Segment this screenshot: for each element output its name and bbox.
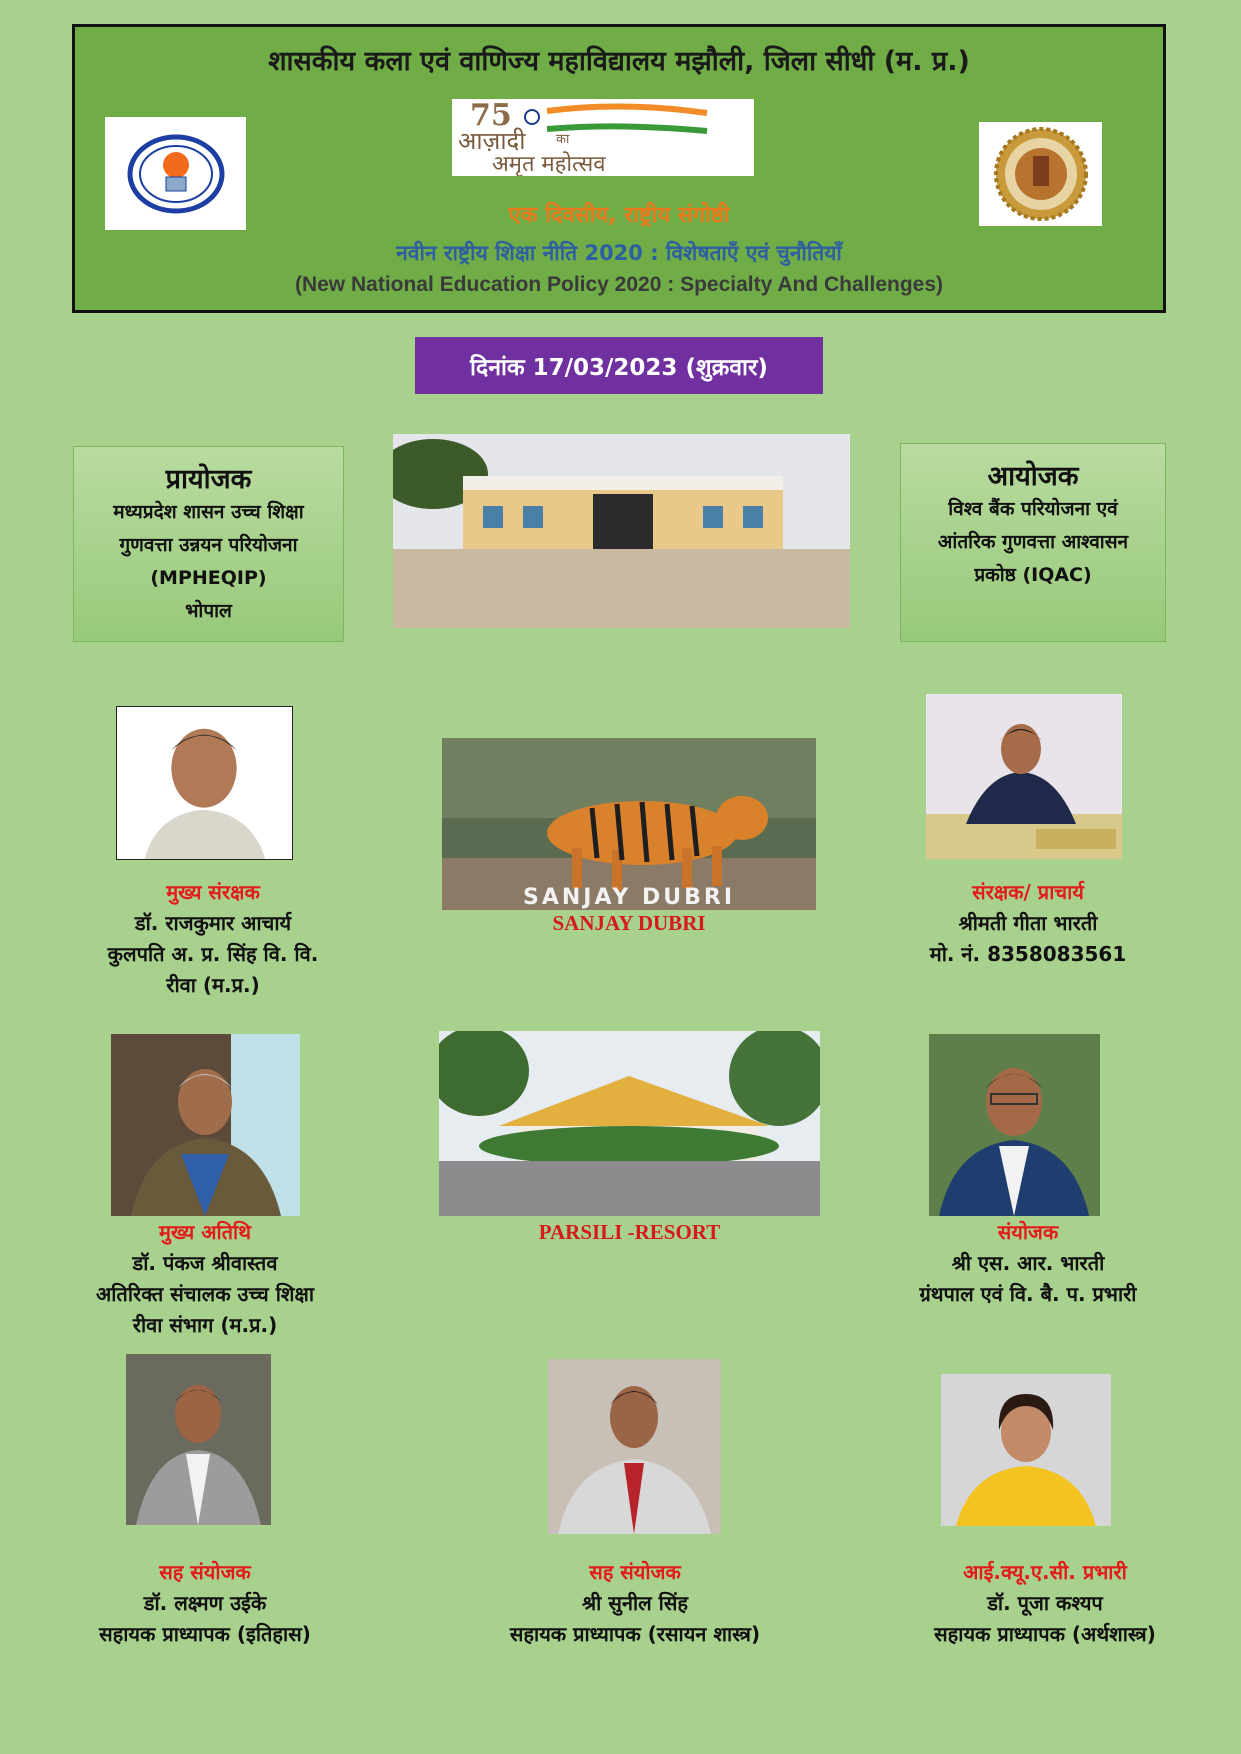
co-convenor-1-caption xyxy=(60,1557,350,1650)
person-designation: रीवा संभाग (म.प्र.) xyxy=(132,1313,278,1337)
tiger-photo-overlay-text: SANJAY DUBRI xyxy=(523,885,735,910)
person-name: डॉ. पंकज श्रीवास्तव xyxy=(132,1251,278,1275)
person-designation: रीवा (म.प्र.) xyxy=(166,973,260,997)
person-role: सह संयोजक xyxy=(589,1560,681,1584)
sponsor-line: (MPHEQIP) xyxy=(150,567,267,589)
chief-guest-photo xyxy=(111,1034,300,1216)
organiser-line: आंतरिक गुणवत्ता आश्वासन xyxy=(937,531,1129,553)
person-designation: सहायक प्राध्यापक (अर्थशास्त्र) xyxy=(934,1622,1156,1646)
person-name: श्री सुनील सिंह xyxy=(582,1591,688,1615)
svg-text:आज़ादी: आज़ादी xyxy=(458,127,526,155)
person-name: श्रीमती गीता भारती xyxy=(958,911,1098,935)
sanjay-dubri-tiger-photo xyxy=(442,738,816,910)
patron-principal-photo xyxy=(926,694,1122,859)
college-building-photo xyxy=(393,434,850,628)
svg-text:का: का xyxy=(556,132,570,147)
seminar-theme-hindi: नवीन राष्ट्रीय शिक्षा नीति 2020 : विशेषताएँ एवं चुनौतियाँ xyxy=(396,241,842,265)
seminar-type: एक दिवसीय, राष्ट्रीय संगोष्ठी xyxy=(508,203,730,228)
chief-patron-photo xyxy=(116,706,293,860)
sponsor-line: मध्यप्रदेश शासन उच्च शिक्षा xyxy=(113,501,304,523)
person-contact: मो. नं. 8358083561 xyxy=(929,942,1127,966)
person-designation: सहायक प्राध्यापक (इतिहास) xyxy=(99,1622,311,1646)
organiser-box xyxy=(900,443,1166,642)
person-name: डॉ. लक्ष्मण उईके xyxy=(143,1591,267,1615)
seminar-theme-english: (New National Education Policy 2020 : Specialty And Challenges) xyxy=(294,273,944,296)
resort-caption: PARSILI -RESORT xyxy=(538,1220,721,1244)
iqac-incharge-caption xyxy=(880,1557,1210,1650)
organiser-line: विश्व बैंक परियोजना एवं xyxy=(948,498,1118,520)
sponsor-heading: प्रायोजक xyxy=(165,464,252,495)
azadi-ka-amrit-mahotsav-logo xyxy=(452,99,754,176)
person-role: सह संयोजक xyxy=(159,1560,251,1584)
organiser-heading: आयोजक xyxy=(987,461,1079,492)
sponsor-box xyxy=(73,446,344,642)
person-name: श्री एस. आर. भारती xyxy=(951,1251,1105,1275)
convenor-photo xyxy=(929,1034,1100,1216)
organiser-line: प्रकोष्ठ (IQAC) xyxy=(974,564,1092,586)
tiger-caption: SANJAY DUBRI xyxy=(552,911,706,935)
chief-patron-caption xyxy=(63,877,363,1001)
iqac-incharge-photo xyxy=(941,1374,1111,1526)
header-panel xyxy=(72,24,1166,313)
sponsor-line: भोपाल xyxy=(185,600,232,622)
person-role: मुख्य संरक्षक xyxy=(166,880,260,904)
person-role: संरक्षक/ प्राचार्य xyxy=(972,880,1084,904)
chief-guest-caption xyxy=(60,1217,350,1341)
co-convenor-2-caption xyxy=(465,1557,805,1650)
co-convenor-2-photo xyxy=(548,1359,721,1534)
convenor-caption xyxy=(878,1217,1178,1310)
co-convenor-1-photo xyxy=(126,1354,271,1525)
person-designation: सहायक प्राध्यापक (रसायन शास्त्र) xyxy=(509,1622,761,1646)
person-role: संयोजक xyxy=(997,1220,1059,1244)
parsili-resort-photo xyxy=(439,1031,820,1216)
sponsor-line: गुणवत्ता उन्नयन परियोजना xyxy=(119,534,298,556)
patron-principal-caption xyxy=(878,877,1178,970)
person-designation: अतिरिक्त संचालक उच्च शिक्षा xyxy=(95,1282,315,1306)
college-name: शासकीय कला एवं वाणिज्य महाविद्यालय मझौली, जिला सीधी (म. प्र.) xyxy=(268,46,970,77)
date-banner: दिनांक 17/03/2023 (शुक्रवार) xyxy=(415,337,823,394)
svg-text:अमृत महोत्सव: अमृत महोत्सव xyxy=(492,152,606,176)
person-name: डॉ. पूजा कश्यप xyxy=(987,1591,1103,1615)
person-name: डॉ. राजकुमार आचार्य xyxy=(134,911,292,935)
person-role: आई.क्यू.ए.सी. प्रभारी xyxy=(963,1560,1127,1584)
person-role: मुख्य अतिथि xyxy=(158,1220,252,1244)
person-designation: ग्रंथपाल एवं वि. बै. प. प्रभारी xyxy=(919,1282,1137,1306)
person-designation: कुलपति अ. प्र. सिंह वि. वि. xyxy=(107,942,319,966)
svg-text:75: 75 xyxy=(470,99,512,133)
